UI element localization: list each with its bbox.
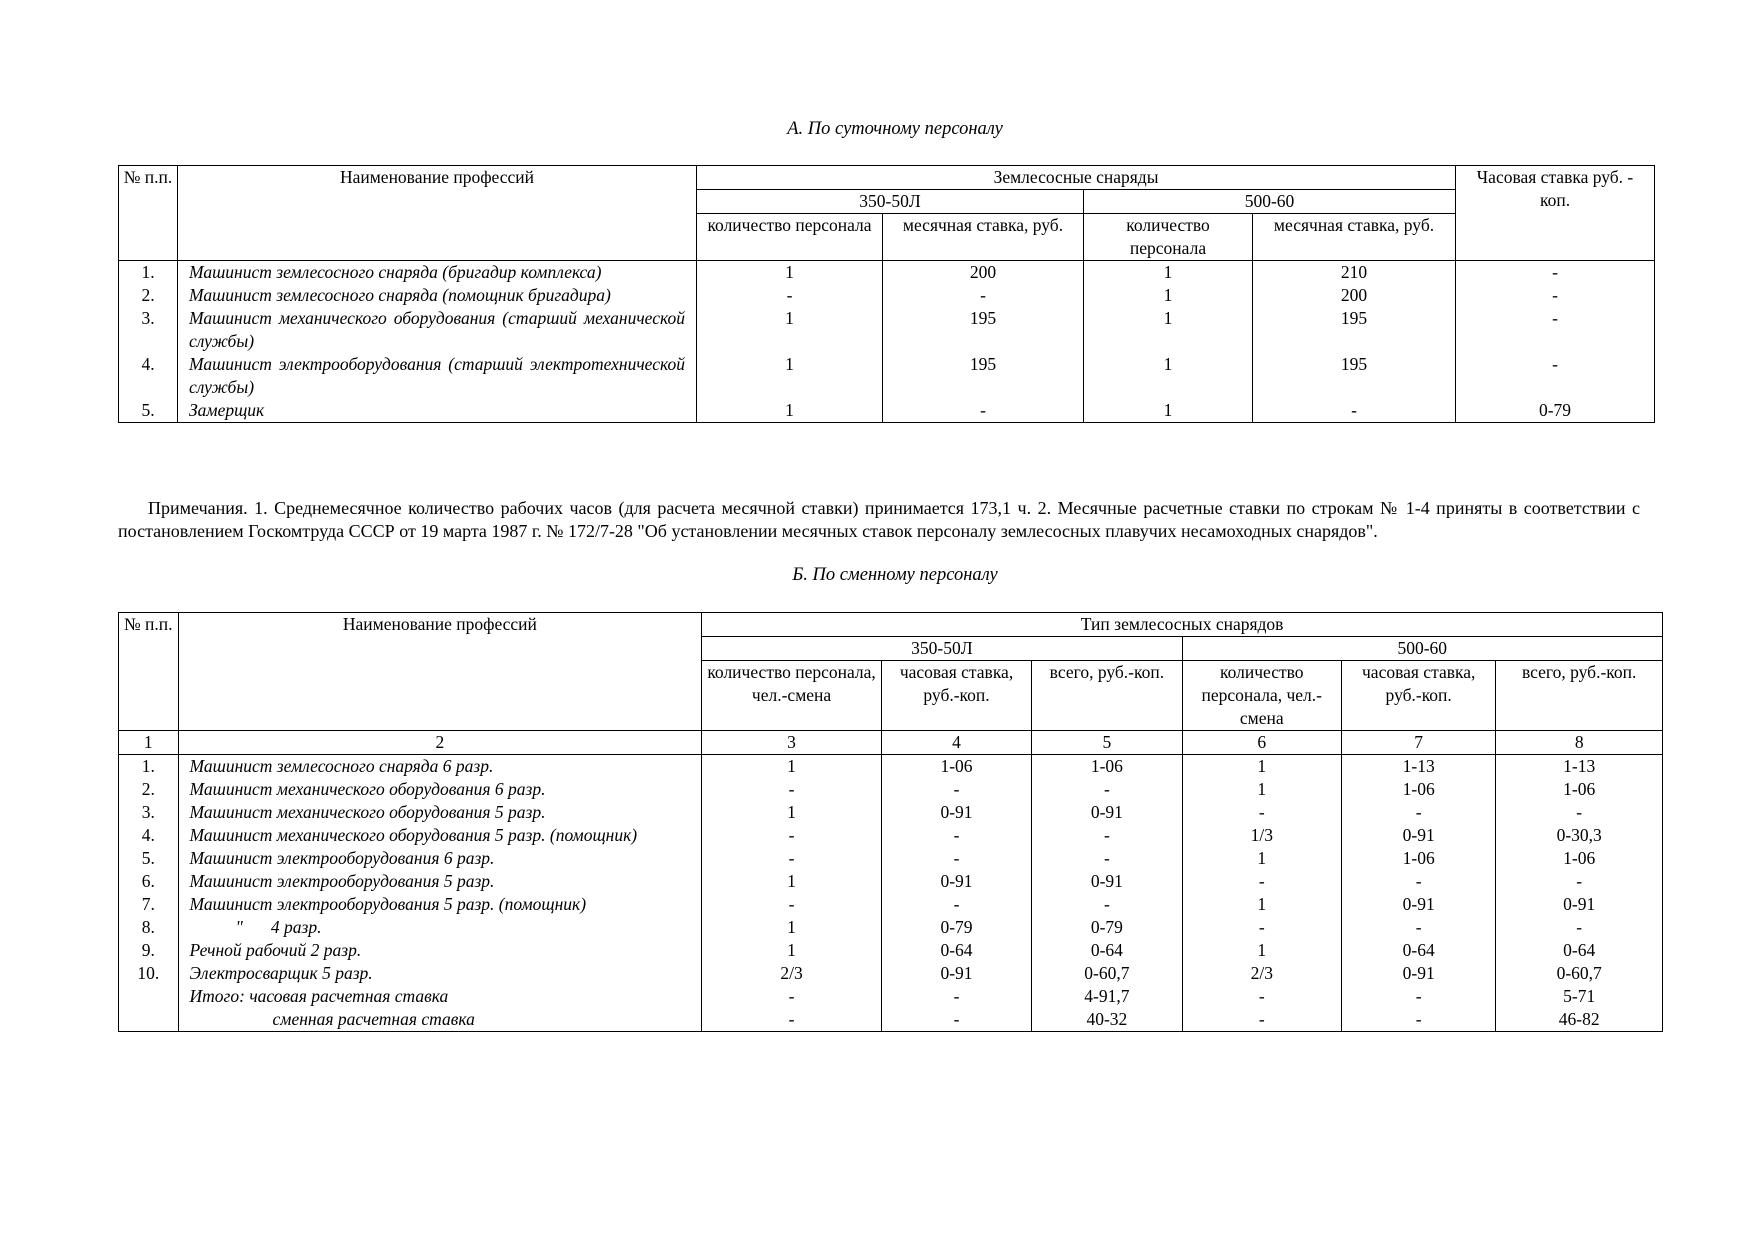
header-qty-350: количество персонала, чел.-смена bbox=[702, 661, 882, 731]
section-b-title: Б. По сменному персоналу bbox=[792, 565, 998, 585]
row-hourly-rate: - bbox=[1456, 307, 1655, 353]
row-monthly-350: 195 bbox=[883, 307, 1084, 353]
cell: - bbox=[1341, 985, 1495, 1008]
row-qty-350: 1 bbox=[697, 307, 883, 353]
cell: 0-79 bbox=[881, 916, 1031, 939]
cell: - bbox=[1496, 916, 1663, 939]
table-row bbox=[119, 755, 1663, 779]
cell: 40-32 bbox=[1032, 1008, 1182, 1032]
row-qty-350: 1 bbox=[697, 353, 883, 399]
header-num: № п.п. bbox=[119, 166, 178, 261]
row-profession: Машинист землесосного снаряда (бригадир комплекса) bbox=[178, 261, 697, 285]
cell: 1 bbox=[702, 939, 882, 962]
row-num: 6. bbox=[119, 870, 179, 893]
cell: - bbox=[702, 1008, 882, 1032]
table-row bbox=[119, 801, 1663, 824]
cell: 1/3 bbox=[1182, 824, 1341, 847]
cell: 1 bbox=[702, 801, 882, 824]
cell: 1 bbox=[1182, 778, 1341, 801]
cell: 4-91,7 bbox=[1032, 985, 1182, 1008]
row-profession: Машинист электрооборудования 5 разр. (помощник) bbox=[178, 893, 702, 916]
col-number: 1 bbox=[119, 731, 179, 755]
row-qty-500: 1 bbox=[1084, 399, 1253, 423]
cell: 1 bbox=[1182, 939, 1341, 962]
cell: - bbox=[1182, 985, 1341, 1008]
cell: 0-79 bbox=[1032, 916, 1182, 939]
row-num: 4. bbox=[119, 824, 179, 847]
row-num: 4. bbox=[119, 353, 178, 399]
cell: 1 bbox=[1182, 893, 1341, 916]
row-num: 5. bbox=[119, 847, 179, 870]
header-name: Наименование профессий bbox=[178, 613, 702, 731]
row-hourly-rate: - bbox=[1456, 353, 1655, 399]
cell: - bbox=[881, 985, 1031, 1008]
cell: 0-64 bbox=[1032, 939, 1182, 962]
row-monthly-350: - bbox=[883, 399, 1084, 423]
row-monthly-350: 200 bbox=[883, 261, 1084, 285]
header-type-350: 350-50Л bbox=[702, 637, 1182, 661]
row-profession: Машинист электрооборудования 6 разр. bbox=[178, 847, 702, 870]
row-profession: Машинист электрооборудования (старший электротехнической службы) bbox=[178, 353, 697, 399]
cell: - bbox=[1341, 870, 1495, 893]
cell: 1-06 bbox=[1341, 847, 1495, 870]
col-number: 4 bbox=[881, 731, 1031, 755]
row-num: 3. bbox=[119, 307, 178, 353]
table-row bbox=[119, 284, 1655, 307]
cell: 0-64 bbox=[1496, 939, 1663, 962]
row-monthly-500: - bbox=[1253, 399, 1456, 423]
row-monthly-500: 210 bbox=[1253, 261, 1456, 285]
col-number: 6 bbox=[1182, 731, 1341, 755]
cell: - bbox=[1496, 801, 1663, 824]
row-num bbox=[119, 1008, 179, 1032]
cell: - bbox=[1182, 801, 1341, 824]
ditto-mark: " bbox=[235, 917, 243, 937]
col-number: 5 bbox=[1032, 731, 1182, 755]
table-row bbox=[119, 399, 1655, 423]
cell: 0-91 bbox=[1341, 893, 1495, 916]
table-row bbox=[119, 962, 1663, 985]
header-hourly-500: часовая ставка, руб.-коп. bbox=[1341, 661, 1495, 731]
table-daily-staff bbox=[118, 165, 1655, 423]
row-hourly-rate: - bbox=[1456, 261, 1655, 285]
cell: - bbox=[1341, 1008, 1495, 1032]
cell: - bbox=[702, 893, 882, 916]
cell: - bbox=[702, 847, 882, 870]
row-num: 3. bbox=[119, 801, 179, 824]
row-profession-text: 4 разр. bbox=[270, 917, 322, 937]
row-qty-500: 1 bbox=[1084, 284, 1253, 307]
row-num: 7. bbox=[119, 893, 179, 916]
row-hourly-rate: 0-79 bbox=[1456, 399, 1655, 423]
row-qty-500: 1 bbox=[1084, 261, 1253, 285]
cell: 46-82 bbox=[1496, 1008, 1663, 1032]
cell: 1 bbox=[702, 755, 882, 779]
header-hourly-350: часовая ставка, руб.-коп. bbox=[881, 661, 1031, 731]
cell: 2/3 bbox=[1182, 962, 1341, 985]
totals-row-hourly bbox=[119, 985, 1663, 1008]
row-monthly-500: 200 bbox=[1253, 284, 1456, 307]
cell: 0-60,7 bbox=[1496, 962, 1663, 985]
cell: 0-91 bbox=[881, 870, 1031, 893]
cell: - bbox=[881, 824, 1031, 847]
row-profession: Машинист механического оборудования (старший механической службы) bbox=[178, 307, 697, 353]
cell: 1 bbox=[1182, 847, 1341, 870]
cell: 0-91 bbox=[1496, 893, 1663, 916]
header-hourly-rate: Часовая ставка руб. - коп. bbox=[1456, 166, 1655, 261]
row-num: 1. bbox=[119, 755, 179, 779]
row-profession: Электросварщик 5 разр. bbox=[178, 962, 702, 985]
cell: 1-13 bbox=[1496, 755, 1663, 779]
col-number: 7 bbox=[1341, 731, 1495, 755]
header-total-350: всего, руб.-коп. bbox=[1032, 661, 1182, 731]
totals-label: Итого: часовая расчетная ставка bbox=[178, 985, 702, 1008]
row-num: 2. bbox=[119, 778, 179, 801]
section-a-title: А. По суточному персоналу bbox=[787, 119, 1003, 139]
header-group: Землесосные снаряды bbox=[697, 166, 1456, 190]
header-type-500: 500-60 bbox=[1182, 637, 1662, 661]
column-numbers-row bbox=[119, 731, 1663, 755]
row-profession: Машинист механического оборудования 6 разр. bbox=[178, 778, 702, 801]
totals-label: сменная расчетная ставка bbox=[178, 1008, 702, 1032]
cell: 1 bbox=[1182, 755, 1341, 779]
cell: - bbox=[1032, 778, 1182, 801]
notes-paragraph: Примечания. 1. Среднемесячное количество рабочих часов (для расчета месячной ставки) принимается 173,1 ч. 2. Месячные расчетные ставки по строкам № 1-4 приняты в соответствии с постановлением Госкомтруда СССР от 19 марта 1987 г. № 172/7-28 "Об установлении месячных ставок персоналу землесосных плавучих несамоходных снарядов". bbox=[118, 498, 1640, 541]
table-row bbox=[119, 847, 1663, 870]
table-row bbox=[119, 916, 1663, 939]
cell: 2/3 bbox=[702, 962, 882, 985]
header-monthly-500: месячная ставка, руб. bbox=[1253, 214, 1456, 261]
cell: - bbox=[702, 778, 882, 801]
row-profession bbox=[178, 916, 702, 939]
header-row-1 bbox=[119, 166, 1655, 190]
cell: - bbox=[881, 1008, 1031, 1032]
cell: - bbox=[702, 824, 882, 847]
table-shift-staff bbox=[118, 612, 1663, 1032]
cell: 0-91 bbox=[881, 962, 1031, 985]
cell: - bbox=[881, 893, 1031, 916]
row-num: 2. bbox=[119, 284, 178, 307]
row-num: 1. bbox=[119, 261, 178, 285]
header-qty-500: количество персонала, чел.-смена bbox=[1182, 661, 1341, 731]
col-number: 3 bbox=[702, 731, 882, 755]
row-qty-350: - bbox=[697, 284, 883, 307]
cell: 1-06 bbox=[1032, 755, 1182, 779]
row-profession: Речной рабочий 2 разр. bbox=[178, 939, 702, 962]
row-qty-500: 1 bbox=[1084, 307, 1253, 353]
header-monthly-350: месячная ставка, руб. bbox=[883, 214, 1084, 261]
header-name: Наименование профессий bbox=[178, 166, 697, 261]
table-row bbox=[119, 307, 1655, 353]
row-profession: Машинист механического оборудования 5 разр. (помощник) bbox=[178, 824, 702, 847]
cell: - bbox=[1182, 916, 1341, 939]
cell: - bbox=[1182, 870, 1341, 893]
cell: - bbox=[1032, 893, 1182, 916]
row-num: 5. bbox=[119, 399, 178, 423]
row-monthly-500: 195 bbox=[1253, 353, 1456, 399]
cell: 0-64 bbox=[1341, 939, 1495, 962]
row-num bbox=[119, 985, 179, 1008]
row-profession: Машинист землесосного снаряда (помощник бригадира) bbox=[178, 284, 697, 307]
row-qty-350: 1 bbox=[697, 261, 883, 285]
row-num: 8. bbox=[119, 916, 179, 939]
cell: 1 bbox=[702, 870, 882, 893]
row-num: 10. bbox=[119, 962, 179, 985]
row-num: 9. bbox=[119, 939, 179, 962]
cell: 0-91 bbox=[1341, 962, 1495, 985]
table-row bbox=[119, 261, 1655, 285]
header-total-500: всего, руб.-коп. bbox=[1496, 661, 1663, 731]
cell: 0-30,3 bbox=[1496, 824, 1663, 847]
row-monthly-350: - bbox=[883, 284, 1084, 307]
cell: 0-91 bbox=[1032, 801, 1182, 824]
row-qty-350: 1 bbox=[697, 399, 883, 423]
header-row-1 bbox=[119, 613, 1663, 637]
header-group: Тип землесосных снарядов bbox=[702, 613, 1663, 637]
table-row bbox=[119, 939, 1663, 962]
cell: - bbox=[1032, 847, 1182, 870]
row-hourly-rate: - bbox=[1456, 284, 1655, 307]
cell: 0-64 bbox=[881, 939, 1031, 962]
row-monthly-500: 195 bbox=[1253, 307, 1456, 353]
cell: 1-06 bbox=[1341, 778, 1495, 801]
row-monthly-350: 195 bbox=[883, 353, 1084, 399]
cell: - bbox=[1182, 1008, 1341, 1032]
cell: 0-91 bbox=[1341, 824, 1495, 847]
row-profession: Машинист механического оборудования 5 разр. bbox=[178, 801, 702, 824]
cell: 5-71 bbox=[1496, 985, 1663, 1008]
cell: - bbox=[702, 985, 882, 1008]
totals-row-shift bbox=[119, 1008, 1663, 1032]
row-profession: Машинист электрооборудования 5 разр. bbox=[178, 870, 702, 893]
cell: - bbox=[881, 778, 1031, 801]
cell: 0-91 bbox=[1032, 870, 1182, 893]
row-qty-500: 1 bbox=[1084, 353, 1253, 399]
col-number: 8 bbox=[1496, 731, 1663, 755]
table-row bbox=[119, 870, 1663, 893]
col-number: 2 bbox=[178, 731, 702, 755]
cell: - bbox=[1496, 870, 1663, 893]
header-type-500: 500-60 bbox=[1084, 190, 1456, 214]
cell: - bbox=[1341, 916, 1495, 939]
header-num: № п.п. bbox=[119, 613, 179, 731]
cell: - bbox=[1032, 824, 1182, 847]
header-qty-500: количество персонала bbox=[1084, 214, 1253, 261]
cell: 0-91 bbox=[881, 801, 1031, 824]
table-row bbox=[119, 824, 1663, 847]
header-qty-350: количество персонала bbox=[697, 214, 883, 261]
row-profession: Замерщик bbox=[178, 399, 697, 423]
table-row bbox=[119, 778, 1663, 801]
cell: 1-06 bbox=[1496, 778, 1663, 801]
cell: 1 bbox=[702, 916, 882, 939]
row-profession: Машинист землесосного снаряда 6 разр. bbox=[178, 755, 702, 779]
cell: 1-06 bbox=[881, 755, 1031, 779]
cell: 1-13 bbox=[1341, 755, 1495, 779]
table-row bbox=[119, 893, 1663, 916]
cell: 0-60,7 bbox=[1032, 962, 1182, 985]
header-type-350: 350-50Л bbox=[697, 190, 1084, 214]
cell: 1-06 bbox=[1496, 847, 1663, 870]
cell: - bbox=[1341, 801, 1495, 824]
table-row bbox=[119, 353, 1655, 399]
cell: - bbox=[881, 847, 1031, 870]
